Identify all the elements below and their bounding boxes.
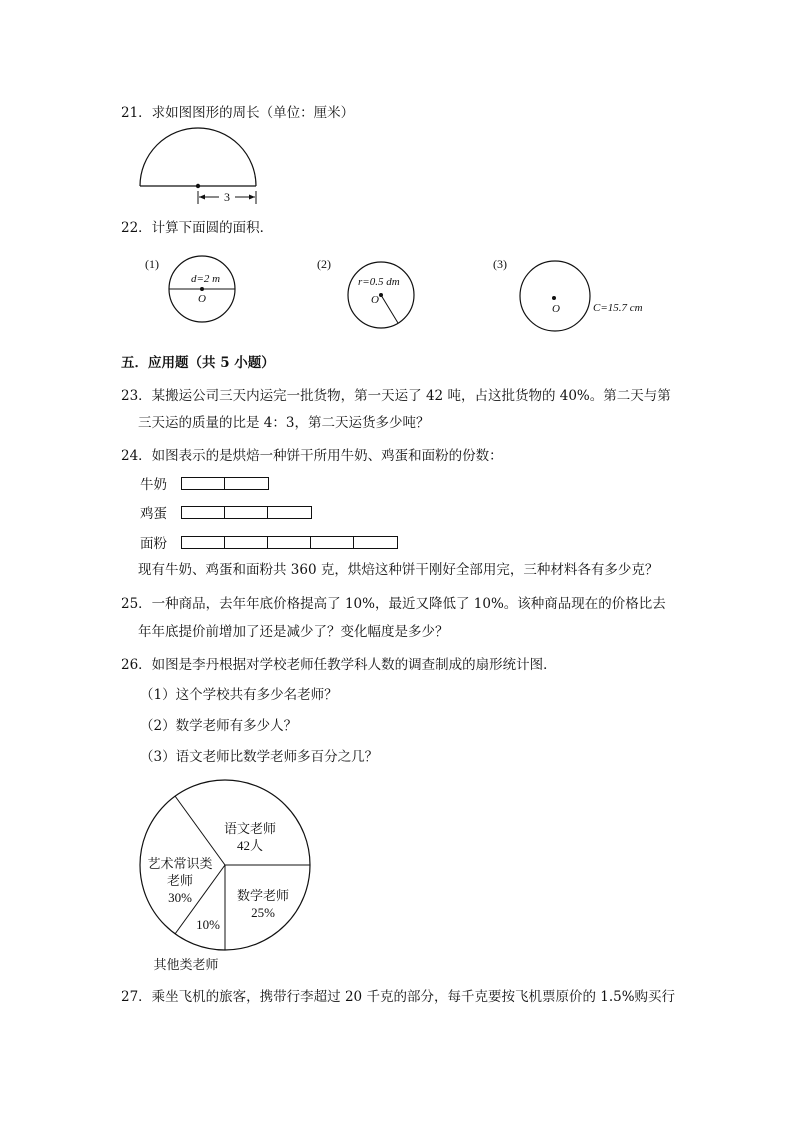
q26-sub2: （2）数学老师有多少人？ (140, 718, 298, 734)
circle1-label: d=2 m (191, 273, 221, 285)
pie-chinese-value: 42人 (236, 838, 264, 853)
row-label-flour: 面粉 (140, 536, 167, 552)
row-label-milk: 牛奶 (140, 477, 167, 493)
q26-sub1: （1）这个学校共有多少名老师？ (140, 687, 338, 703)
pie-divider-upper-left (175, 796, 225, 865)
dim-arrow-right (249, 195, 255, 200)
q23-line1: 23．某搬运公司三天内运完一批货物，第一天运了 42 吨，占这批货物的 40%。第二天与第 (121, 388, 671, 404)
bar-egg (181, 506, 312, 519)
pie-art-name-1: 艺术常识类 (147, 856, 213, 871)
bar-flour (181, 536, 398, 549)
circle1-center: O (198, 293, 206, 305)
q27-line1: 27．乘坐飞机的旅客，携带行李超过 20 千克的部分，每千克要按飞机票原价的 1.5%购买行 (121, 989, 676, 1005)
circle2-label: r=0.5 dm (358, 276, 400, 288)
section-heading: 五．应用题（共 5 小题） (121, 355, 275, 371)
circle2-center-dot (379, 293, 383, 297)
q26-text: 26．如图是李丹根据对学校老师任教学科人数的调查制成的扇形统计图． (121, 657, 557, 673)
pie-chart (130, 780, 330, 980)
radius-label: 3 (224, 190, 230, 204)
circle1-center-dot (200, 287, 204, 291)
semicircle-center (196, 184, 200, 188)
q25-line1: 25．一种商品，去年年底价格提高了 10%，最近又降低了 10%。该种商品现在的价格比去 (121, 596, 666, 612)
q24-question: 现有牛奶、鸡蛋和面粉共 360 克，烘焙这种饼干刚好全部用完，三种材料各有多少克？ (138, 562, 659, 578)
semicircle-figure (135, 138, 275, 208)
row-label-egg: 鸡蛋 (140, 506, 167, 522)
pie-math-name: 数学老师 (236, 888, 290, 903)
pie-art-name-2: 老师 (166, 873, 194, 888)
circles-figure (140, 250, 700, 345)
circle3-index: (3) (493, 257, 507, 271)
circle2-center: O (371, 294, 379, 306)
q26-sub3: （3）语文老师比数学老师多百分之几？ (140, 749, 379, 765)
circle1-index: (1) (145, 257, 159, 271)
pie-other-value: 10% (196, 917, 220, 932)
dim-arrow-left (199, 195, 205, 200)
bar-milk (181, 477, 269, 490)
q24-text: 24．如图表示的是烘焙一种饼干所用牛奶、鸡蛋和面粉的份数： (121, 448, 503, 464)
pie-math-value: 25% (251, 905, 275, 920)
circle2-index: (2) (317, 257, 331, 271)
circle3 (520, 261, 590, 331)
q21-text: 21．求如图图形的周长（单位：厘米） (121, 105, 355, 121)
semicircle-arc (140, 128, 256, 186)
circle3-center-dot (552, 296, 556, 300)
q23-line2: 三天运的质量的比是 4：3，第二天运货多少吨？ (138, 415, 430, 431)
pie-chinese-name: 语文老师 (223, 821, 277, 836)
q25-line2: 年年底提价前增加了还是减少了？变化幅度是多少？ (138, 624, 449, 640)
circle3-center: O (552, 303, 560, 315)
pie-art-value: 30% (168, 890, 192, 905)
circle3-label: C=15.7 cm (593, 302, 643, 314)
circle2-radius (381, 295, 398, 323)
q22-text: 22．计算下面圆的面积． (121, 220, 274, 236)
pie-other-name: 其他类老师 (153, 957, 219, 972)
